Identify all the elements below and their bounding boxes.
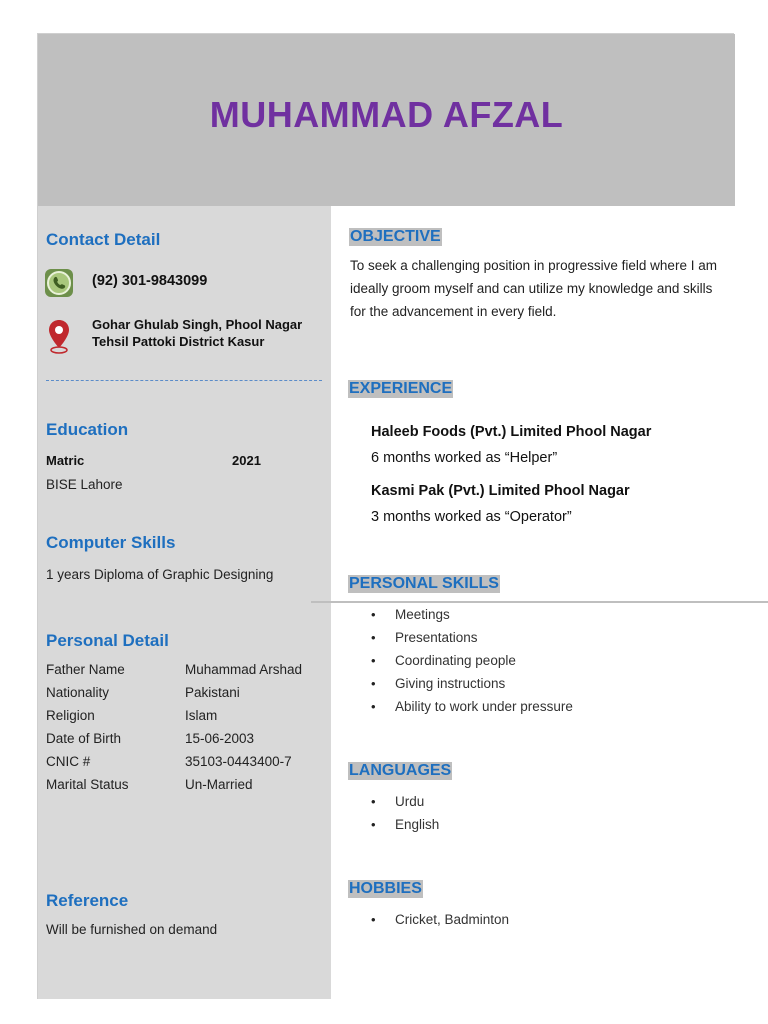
- education-degree: Matric: [46, 453, 85, 468]
- personal-detail-heading: Personal Detail: [46, 631, 169, 650]
- computer-skills-heading: Computer Skills: [46, 533, 176, 552]
- list-item: • Ability to work under pressure: [369, 695, 573, 718]
- languages-heading: LANGUAGES: [349, 762, 452, 779]
- personal-label: Marital Status: [46, 777, 129, 792]
- computer-skills-text: 1 years Diploma of Graphic Designing: [46, 567, 274, 582]
- languages-list: [369, 790, 439, 836]
- hobbies-list: [369, 908, 509, 931]
- education-heading: Education: [46, 420, 129, 439]
- personal-value: 15-06-2003: [185, 731, 255, 746]
- contact-detail-heading: Contact Detail: [46, 230, 161, 249]
- objective-heading: OBJECTIVE: [350, 228, 441, 245]
- location-pin-icon: [47, 318, 71, 354]
- list-item: • Meetings: [369, 603, 573, 626]
- resume-page: [37, 33, 734, 999]
- list-item: • Urdu: [369, 790, 439, 813]
- objective-text: To seek a challenging position in progressive field where I am ideally groom myself and can utilize my knowledge and skills for the advancement in every field.: [350, 258, 717, 319]
- education-board: BISE Lahore: [46, 477, 123, 492]
- personal-label: Date of Birth: [46, 731, 122, 746]
- personal-value: 35103-0443400-7: [185, 754, 292, 769]
- personal-label: CNIC #: [46, 754, 91, 769]
- phone-icon: [44, 268, 74, 298]
- experience-company: Kasmi Pak (Pvt.) Limited Phool Nagar: [371, 483, 630, 499]
- list-item: • Giving instructions: [369, 672, 573, 695]
- list-item: • Presentations: [369, 626, 573, 649]
- section-divider-line: [311, 601, 768, 603]
- experience-role: 3 months worked as “Operator”: [371, 509, 572, 525]
- personal-label: Father Name: [46, 662, 125, 677]
- personal-value: Muhammad Arshad: [185, 662, 303, 677]
- experience-heading: EXPERIENCE: [349, 380, 453, 397]
- personal-value: Islam: [185, 708, 218, 723]
- address-line-2: Tehsil Pattoki District Kasur: [92, 334, 265, 349]
- resume-header: [38, 34, 735, 206]
- personal-value: Un-Married: [185, 777, 253, 792]
- left-sidebar: [38, 206, 331, 999]
- hobbies-heading: HOBBIES: [349, 880, 422, 897]
- list-item: • Cricket, Badminton: [369, 908, 509, 931]
- phone-number: (92) 301-9843099: [92, 273, 208, 289]
- experience-role: 6 months worked as “Helper”: [371, 450, 558, 466]
- reference-text: Will be furnished on demand: [46, 922, 218, 937]
- personal-skills-heading: PERSONAL SKILLS: [349, 575, 499, 592]
- education-year: 2021: [232, 453, 261, 468]
- reference-heading: Reference: [46, 891, 129, 910]
- list-item: • Coordinating people: [369, 649, 573, 672]
- list-item: • English: [369, 813, 439, 836]
- personal-value: Pakistani: [185, 685, 240, 700]
- personal-label: Religion: [46, 708, 95, 723]
- contact-divider: [46, 380, 322, 381]
- experience-company: Haleeb Foods (Pvt.) Limited Phool Nagar: [371, 424, 652, 440]
- personal-label: Nationality: [46, 685, 110, 700]
- candidate-name: MUHAMMAD AFZAL: [209, 94, 564, 135]
- personal-skills-list: [369, 603, 573, 718]
- address-line-1: Gohar Ghulab Singh, Phool Nagar: [92, 317, 303, 332]
